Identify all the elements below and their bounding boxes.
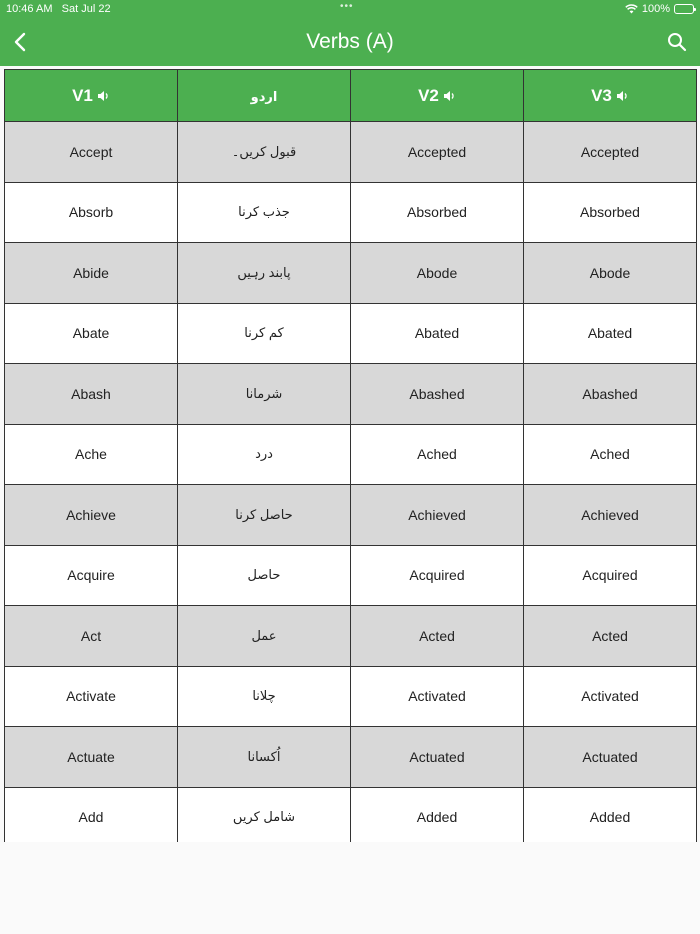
search-button[interactable] xyxy=(666,31,688,53)
cell-v2[interactable]: Ached xyxy=(351,424,524,485)
cell-v1[interactable]: Absorb xyxy=(5,182,178,243)
search-icon xyxy=(666,31,688,53)
cell-v2[interactable]: Achieved xyxy=(351,485,524,546)
table-row[interactable] xyxy=(5,243,697,304)
table-row[interactable] xyxy=(5,787,697,842)
cell-v3[interactable]: Abode xyxy=(524,243,697,304)
cell-urdu: اُکسانا xyxy=(178,727,351,788)
page-title: Verbs (A) xyxy=(306,30,394,53)
table-row[interactable] xyxy=(5,122,697,183)
multitask-dots[interactable]: ••• xyxy=(340,1,354,12)
table-row[interactable] xyxy=(5,303,697,364)
cell-v1[interactable]: Abash xyxy=(5,364,178,425)
header-v1[interactable]: V1 xyxy=(5,70,178,122)
verbs-table xyxy=(4,69,697,842)
header-urdu: اردو xyxy=(178,70,351,122)
cell-v1[interactable]: Actuate xyxy=(5,727,178,788)
cell-v2[interactable]: Acted xyxy=(351,606,524,667)
cell-v3[interactable]: Actuated xyxy=(524,727,697,788)
cell-v2[interactable]: Activated xyxy=(351,666,524,727)
cell-urdu: عمل xyxy=(178,606,351,667)
cell-urdu: چلانا xyxy=(178,666,351,727)
cell-urdu: کم کرنا xyxy=(178,303,351,364)
cell-v2[interactable]: Acquired xyxy=(351,545,524,606)
status-time: 10:46 AM Sat Jul 22 xyxy=(6,3,111,15)
cell-v1[interactable]: Act xyxy=(5,606,178,667)
cell-urdu: حاصل کرنا xyxy=(178,485,351,546)
status-bar xyxy=(0,0,700,20)
cell-v3[interactable]: Acquired xyxy=(524,545,697,606)
cell-v2[interactable]: Abashed xyxy=(351,364,524,425)
cell-urdu: قبول کریں۔ xyxy=(178,122,351,183)
cell-v3[interactable]: Accepted xyxy=(524,122,697,183)
speaker-icon[interactable] xyxy=(616,90,629,102)
cell-urdu: شامل کریں xyxy=(178,787,351,842)
cell-v2[interactable]: Actuated xyxy=(351,727,524,788)
cell-urdu: شرمانا xyxy=(178,364,351,425)
status-right xyxy=(625,3,694,15)
cell-v3[interactable]: Ached xyxy=(524,424,697,485)
table-row[interactable] xyxy=(5,727,697,788)
cell-v3[interactable]: Achieved xyxy=(524,485,697,546)
header-v3[interactable]: V3 xyxy=(524,70,697,122)
cell-v3[interactable]: Acted xyxy=(524,606,697,667)
table-row[interactable] xyxy=(5,182,697,243)
cell-v2[interactable]: Abode xyxy=(351,243,524,304)
battery-icon xyxy=(674,4,694,14)
cell-v3[interactable]: Absorbed xyxy=(524,182,697,243)
header-v2[interactable]: V2 xyxy=(351,70,524,122)
table-row[interactable] xyxy=(5,485,697,546)
verbs-table-container[interactable] xyxy=(4,69,697,842)
nav-bar xyxy=(0,20,700,64)
cell-urdu: حاصل xyxy=(178,545,351,606)
table-row[interactable] xyxy=(5,545,697,606)
cell-v1[interactable]: Activate xyxy=(5,666,178,727)
cell-v3[interactable]: Added xyxy=(524,787,697,842)
cell-v2[interactable]: Abated xyxy=(351,303,524,364)
speaker-icon[interactable] xyxy=(443,90,456,102)
cell-urdu: جذب کرنا xyxy=(178,182,351,243)
table-row[interactable] xyxy=(5,364,697,425)
cell-v3[interactable]: Abashed xyxy=(524,364,697,425)
table-header-row xyxy=(5,70,697,122)
wifi-icon xyxy=(625,4,638,14)
cell-v2[interactable]: Absorbed xyxy=(351,182,524,243)
cell-v1[interactable]: Abide xyxy=(5,243,178,304)
table-row[interactable] xyxy=(5,424,697,485)
cell-urdu: درد xyxy=(178,424,351,485)
cell-v1[interactable]: Achieve xyxy=(5,485,178,546)
table-row[interactable] xyxy=(5,606,697,667)
cell-v1[interactable]: Ache xyxy=(5,424,178,485)
cell-v1[interactable]: Abate xyxy=(5,303,178,364)
cell-v1[interactable]: Add xyxy=(5,787,178,842)
app-header xyxy=(0,0,700,66)
cell-v2[interactable]: Added xyxy=(351,787,524,842)
cell-urdu: پابند رہیں xyxy=(178,243,351,304)
cell-v2[interactable]: Accepted xyxy=(351,122,524,183)
cell-v1[interactable]: Acquire xyxy=(5,545,178,606)
speaker-icon[interactable] xyxy=(97,90,110,102)
battery-percent: 100% xyxy=(641,3,670,15)
cell-v3[interactable]: Activated xyxy=(524,666,697,727)
cell-v3[interactable]: Abated xyxy=(524,303,697,364)
table-row[interactable] xyxy=(5,666,697,727)
cell-v1[interactable]: Accept xyxy=(5,122,178,183)
